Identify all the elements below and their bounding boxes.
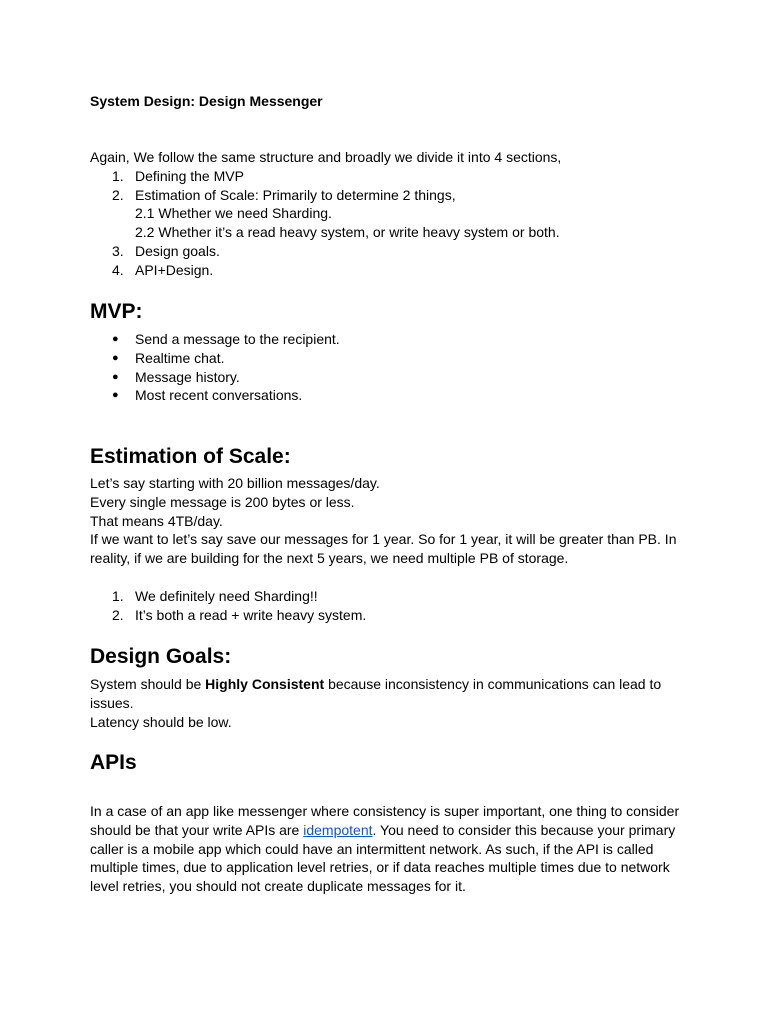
- sub-item: 2.1 Whether we need Sharding.: [135, 205, 332, 222]
- idempotent-link[interactable]: idempotent: [303, 821, 373, 838]
- apis-section: [90, 750, 680, 776]
- list-item-text: It’s both a read + write heavy system.: [135, 606, 367, 623]
- goals-heading: Design Goals:: [90, 645, 232, 668]
- scale-section: [90, 444, 680, 470]
- sections-list-continued: [90, 242, 680, 280]
- list-item-text: Send a message to the recipient.: [135, 331, 340, 347]
- mvp-heading: MVP:: [90, 300, 143, 323]
- list-item: [90, 330, 680, 349]
- goals-body: [90, 675, 680, 731]
- list-item-text: Defining the MVP: [135, 167, 244, 184]
- list-number: 1.: [112, 588, 124, 604]
- apis-text: In a case of an app like messenger where consistency is super important, one thing to consider should be that your write APIs are: [90, 803, 680, 838]
- bullet-icon: ●: [112, 333, 119, 345]
- mvp-section: [90, 299, 680, 325]
- scale-line: If we want to let’s say save our messages for 1 year. So for 1 year, it will be greater than PB. In reality, if we are building for the next 5 years, we need multiple PB of storage.: [90, 531, 677, 567]
- scale-line: Every single message is 200 bytes or less.: [90, 493, 355, 510]
- scale-conclusions-block: [90, 587, 680, 625]
- list-item-text: Most recent conversations.: [135, 387, 303, 404]
- goals-text: because inconsistency in communications can lead to issues.: [90, 676, 662, 711]
- list-item: [90, 606, 680, 625]
- list-item-text: Estimation of Scale: Primarily to determine 2 things,: [135, 186, 456, 203]
- list-item: [90, 349, 680, 368]
- list-item-text: We definitely need Sharding!!: [135, 588, 318, 604]
- bullet-icon: ●: [112, 370, 119, 383]
- list-item: [90, 386, 680, 405]
- goals-emphasis: Highly Consistent: [205, 676, 325, 692]
- goals-section: [90, 644, 680, 670]
- mvp-list: [90, 330, 680, 405]
- scale-heading: Estimation of Scale:: [90, 445, 291, 468]
- goals-paragraph: [90, 675, 680, 713]
- sections-list: [90, 167, 680, 205]
- list-number: 2.: [112, 186, 124, 203]
- list-item: [90, 186, 680, 205]
- intro-block: [90, 148, 680, 280]
- list-number: 1.: [112, 167, 124, 184]
- scale-body: [90, 474, 680, 568]
- list-item: [90, 261, 680, 280]
- apis-heading: APIs: [90, 751, 137, 774]
- apis-text: . You need to consider this because your primary caller is a mobile app which could have an intermittent network. As such, if the API is called multiple times, due to application level retries, or if data reaches multiple times due to network level retries, you should not create duplicate messages for it.: [90, 821, 676, 895]
- apis-paragraph: [90, 802, 680, 896]
- apis-body: [90, 802, 680, 896]
- mvp-list-block: [90, 330, 680, 405]
- intro-paragraph: Again, We follow the same structure and broadly we divide it into 4 sections,: [90, 149, 562, 165]
- list-item-text: API+Design.: [135, 261, 214, 278]
- goals-text: System should be: [90, 676, 206, 692]
- scale-conclusions: [90, 587, 680, 625]
- list-item-text: Message history.: [135, 368, 240, 385]
- list-number: 3.: [112, 242, 124, 259]
- list-number: 2.: [112, 606, 124, 623]
- document-title: System Design: Design Messenger: [90, 93, 323, 109]
- list-item: [90, 167, 680, 186]
- list-number: 4.: [112, 261, 124, 278]
- list-item: [90, 242, 680, 261]
- list-item-text: Realtime chat.: [135, 349, 225, 366]
- list-item-text: Design goals.: [135, 242, 220, 259]
- list-item: [90, 368, 680, 387]
- latency-paragraph: Latency should be low.: [90, 713, 232, 730]
- bullet-icon: ●: [112, 389, 119, 402]
- scale-line: That means 4TB/day.: [90, 512, 223, 529]
- scale-line: Let’s say starting with 20 billion messages/day.: [90, 475, 380, 491]
- bullet-icon: ●: [112, 351, 119, 364]
- sub-item: 2.2 Whether it’s a read heavy system, or write heavy system or both.: [135, 224, 560, 241]
- list-item: [90, 587, 680, 606]
